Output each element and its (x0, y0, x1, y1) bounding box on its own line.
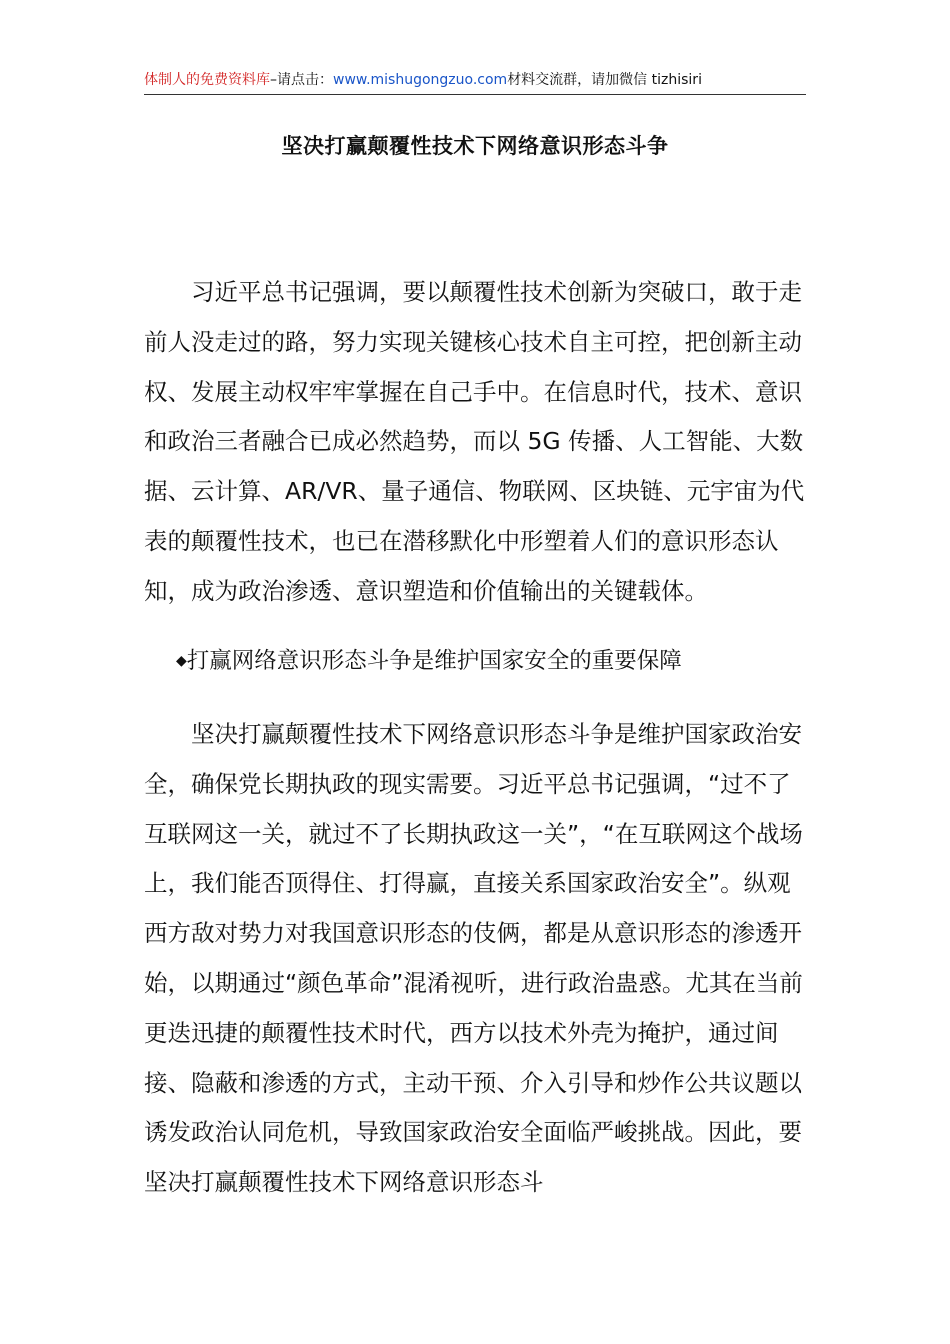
header-separator: –请点击： (270, 72, 333, 88)
page-header (144, 70, 806, 95)
paragraph-2: 坚决打赢颠覆性技术下网络意识形态斗争是维护国家政治安全，确保党长期执政的现实需要。习近平总书记强调，“过不了互联网这一关，就过不了长期执政这一关”，“在互联网这个战场上，我们能否顶得住、打得赢，直接关系国家政治安全”。纵观西方敌对势力对我国意识形态的伎俩，都是从意识形态的渗透开始，以期通过“颜色革命”混淆视听，进行政治蛊惑。尤其在当前更迭迅捷的颠覆性技术时代，西方以技术外壳为掩护，通过间接、隐蔽和渗透的方式，主动干预、介入引导和炒作公共议题以诱发政治认同危机，导致国家政治安全面临严峻挑战。因此，要坚决打赢颠覆性技术下网络意识形态斗 (144, 720, 803, 1197)
paragraph-block-1 (144, 268, 814, 617)
document-title: 坚决打赢颠覆性技术下网络意识形态斗争 (281, 134, 669, 158)
header-link[interactable]: www.mishugongzuo.com (333, 72, 508, 88)
section-heading-text: 打赢网络意识形态斗争是维护国家安全的重要保障 (186, 648, 682, 674)
paragraph-block-2 (144, 710, 814, 1208)
paragraph-1: 习近平总书记强调，要以颠覆性技术创新为突破口，敢于走前人没走过的路，努力实现关键核心技术自主可控，把创新主动权、发展主动权牢牢掌握在自己手中。在信息时代，技术、意识和政治三者融合已成必然趋势，而以 5G 传播、人工智能、大数据、云计算、AR/VR、量子通信、物联网、区块链、元宇宙为代表的颠覆性技术，也已在潜移默化中形塑着人们的意识形态认知，成为政治渗透、意识塑造和价值输出的关键载体。 (144, 278, 805, 605)
header-note: 材料交流群，请加微信 tizhisiri (507, 72, 702, 88)
section-heading (176, 637, 816, 686)
diamond-bullet-icon: ◆ (176, 653, 187, 669)
header-brand: 体制人的免费资料库 (144, 72, 270, 88)
